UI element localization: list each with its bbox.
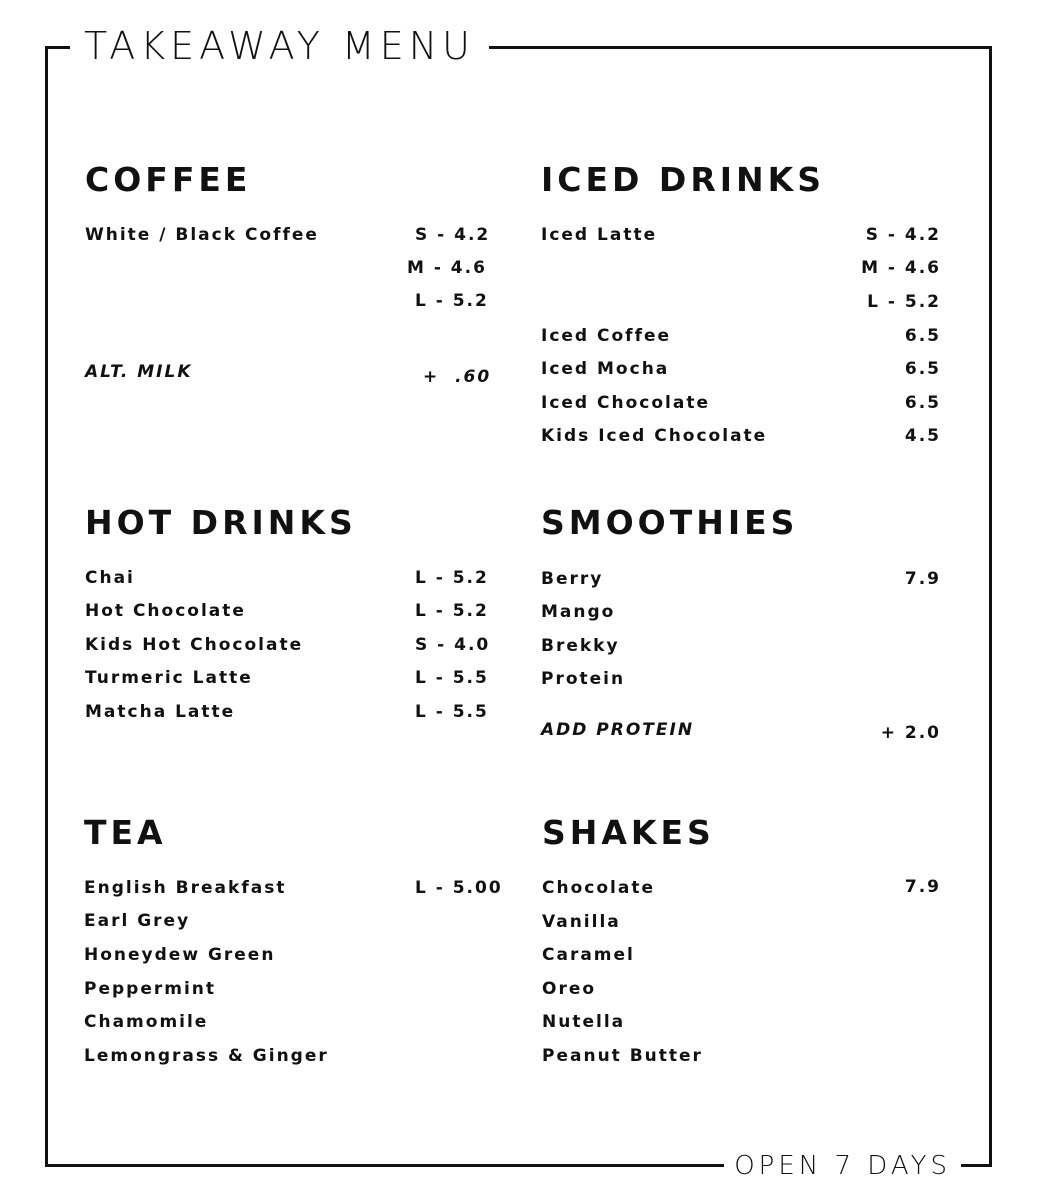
item-name: Chai (85, 568, 135, 588)
menu-item (542, 1041, 941, 1071)
section-heading: ICED DRINKS (541, 160, 825, 199)
extra-name: ADD PROTEIN (541, 720, 695, 740)
item-name: Caramel (542, 945, 635, 965)
item-price: 6.5 (904, 393, 941, 413)
menu-item (541, 421, 941, 451)
item-price: S - 4.2 (865, 225, 941, 245)
item-name: Chamomile (84, 1012, 209, 1032)
item-name: Matcha Latte (85, 702, 236, 722)
item-price: 7.9 (904, 569, 941, 589)
section-heading: HOT DRINKS (85, 503, 357, 542)
item-price: M - 4.6 (861, 258, 941, 278)
menu-item (84, 873, 504, 903)
extra-price: + .60 (423, 367, 492, 387)
menu-item (542, 940, 941, 970)
section-heading: TEA (84, 813, 167, 852)
item-name: Turmeric Latte (85, 668, 253, 688)
item-price: L - 5.5 (415, 702, 489, 722)
menu-item (542, 974, 941, 1004)
menu-item (541, 287, 941, 317)
menu-item (542, 907, 941, 937)
menu-extra (541, 715, 941, 745)
item-name: English Breakfast (84, 878, 287, 898)
extra-price: + 2.0 (880, 723, 941, 743)
menu-item (541, 388, 941, 418)
section-heading: COFFEE (85, 160, 252, 199)
item-price: L - 5.00 (415, 878, 503, 898)
item-name: Peppermint (84, 979, 217, 999)
item-name: Iced Chocolate (541, 393, 710, 413)
opening-days-note: OPEN 7 DAYS (724, 1150, 961, 1182)
item-price: L - 5.2 (867, 292, 941, 312)
menu-item (541, 321, 941, 351)
item-price: L - 5.2 (415, 568, 489, 588)
menu-item (541, 220, 941, 250)
item-price: 4.5 (904, 426, 941, 446)
item-name: Chocolate (542, 878, 655, 898)
item-price: S - 4.0 (415, 635, 491, 655)
menu-item (85, 697, 489, 727)
section-heading: SHAKES (542, 813, 715, 852)
menu-extra (85, 357, 492, 387)
item-name: Oreo (542, 979, 597, 999)
menu-item (85, 563, 489, 593)
menu-item (542, 1007, 941, 1037)
menu-item (541, 354, 941, 384)
item-name: Iced Coffee (541, 326, 672, 346)
item-name: Mango (541, 602, 616, 622)
item-price: 7.9 (904, 877, 941, 897)
menu-item (84, 1007, 504, 1037)
section-heading: SMOOTHIES (541, 503, 799, 542)
menu-item (85, 630, 491, 660)
item-price: S - 4.2 (415, 225, 491, 245)
item-name: Vanilla (542, 912, 621, 932)
item-name: Nutella (542, 1012, 626, 1032)
item-name: Hot Chocolate (85, 601, 246, 621)
menu-item (85, 286, 489, 316)
menu-item (84, 974, 504, 1004)
item-price: L - 5.2 (415, 601, 489, 621)
menu-item (541, 597, 941, 627)
item-name: Iced Mocha (541, 359, 670, 379)
item-price: L - 5.5 (415, 668, 489, 688)
menu-item (541, 253, 941, 283)
item-name: Earl Grey (84, 911, 191, 931)
item-name: Peanut Butter (542, 1046, 703, 1066)
item-name: Brekky (541, 636, 620, 656)
item-name: Lemongrass & Ginger (84, 1046, 329, 1066)
menu-item (84, 906, 504, 936)
item-price: 6.5 (904, 359, 941, 379)
menu-item (85, 220, 491, 250)
item-price: L - 5.2 (415, 291, 489, 311)
item-price: 6.5 (904, 326, 941, 346)
menu-item (85, 596, 489, 626)
extra-name: ALT. MILK (85, 362, 193, 382)
menu-item (541, 631, 941, 661)
item-name: Iced Latte (541, 225, 658, 245)
menu-item (84, 940, 504, 970)
item-name: Kids Iced Chocolate (541, 426, 768, 446)
item-name: Kids Hot Chocolate (85, 635, 304, 655)
menu-item (541, 664, 941, 694)
item-name: Honeydew Green (84, 945, 276, 965)
item-name: White / Black Coffee (85, 225, 319, 245)
item-name: Protein (541, 669, 626, 689)
menu-item (542, 873, 941, 903)
item-price: M - 4.6 (407, 258, 487, 278)
menu-item (85, 663, 489, 693)
menu-title: TAKEAWAY MENU (70, 24, 489, 68)
menu-item (84, 1041, 504, 1071)
menu-item (541, 564, 941, 594)
menu-item (85, 253, 485, 283)
item-name: Berry (541, 569, 604, 589)
